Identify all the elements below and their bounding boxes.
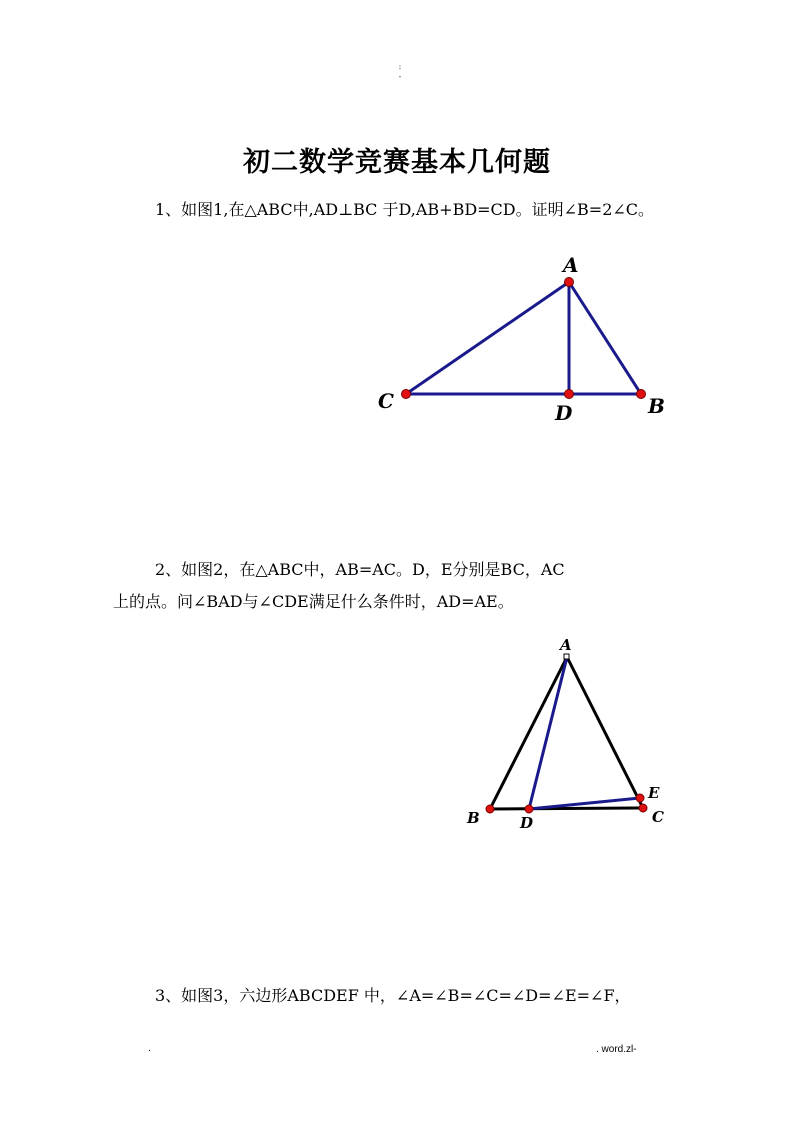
segment-ca xyxy=(406,282,569,394)
label-b: B xyxy=(467,809,480,827)
label-a: A xyxy=(560,636,572,654)
figure-2 xyxy=(460,632,680,842)
segment-ac xyxy=(567,657,643,808)
point-c xyxy=(639,804,647,812)
segment-ba xyxy=(490,657,567,809)
header-dash: - xyxy=(398,72,402,81)
problem-2-line-2: 上的点。问∠BAD与∠CDE满足什么条件时，AD=AE。 xyxy=(113,592,514,611)
segment-bc xyxy=(490,808,643,809)
figure-1 xyxy=(370,250,710,430)
label-b: B xyxy=(648,394,665,418)
figure-2-outer-triangle xyxy=(490,657,643,809)
label-d: D xyxy=(555,401,573,425)
point-c xyxy=(402,390,411,399)
segment-ab xyxy=(569,282,641,394)
label-c: C xyxy=(378,389,394,413)
point-e xyxy=(636,794,644,802)
page-header xyxy=(390,62,410,82)
label-c: C xyxy=(652,808,664,826)
label-e: E xyxy=(648,784,660,802)
segment-ad xyxy=(529,657,567,809)
point-a xyxy=(565,278,574,287)
footer-left: . xyxy=(148,1044,151,1054)
point-b xyxy=(637,390,646,399)
footer-right: . word.zl- xyxy=(596,1044,637,1055)
point-a-marker xyxy=(564,654,569,659)
header-mark: : xyxy=(398,62,402,71)
figure-1-points xyxy=(402,278,646,399)
label-a: A xyxy=(563,253,579,277)
point-b xyxy=(486,805,494,813)
page-title: 初二数学竞赛基本几何题 xyxy=(243,147,551,178)
point-d xyxy=(525,805,533,813)
problem-2-line-1: 2、如图2，在△ABC中，AB=AC。D，E分别是BC，AC xyxy=(155,560,565,579)
label-d: D xyxy=(520,814,534,832)
figure-1-lines xyxy=(406,282,641,394)
figure-2-inner-lines xyxy=(529,657,640,809)
problem-1-text: 1、如图1,在△ABC中,AD⊥BC 于D,AB+BD=CD。证明∠B=2∠C。 xyxy=(155,200,655,219)
point-d xyxy=(565,390,574,399)
problem-3-text: 3、如图3，六边形ABCDEF 中，∠A=∠B=∠C=∠D=∠E=∠F， xyxy=(155,986,631,1005)
